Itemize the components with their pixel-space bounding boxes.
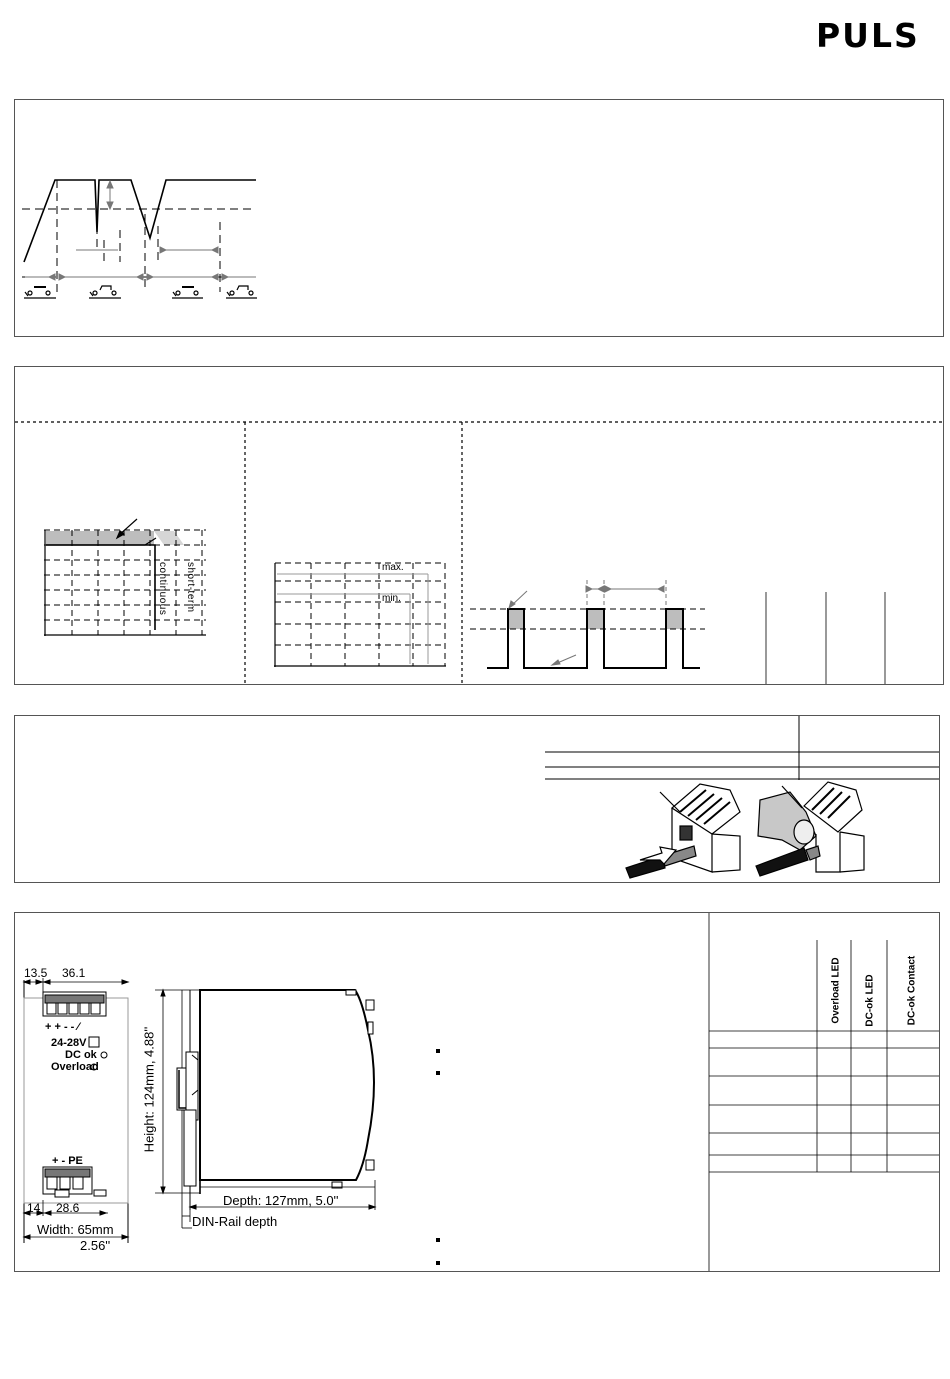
width-inch-label: 2.56'' bbox=[80, 1238, 111, 1253]
depth-label: Depth: 127mm, 5.0'' bbox=[223, 1193, 339, 1208]
height-label: Height: 124mm, 4.88'' bbox=[141, 1026, 157, 1153]
din-rail-label: DIN-Rail depth bbox=[192, 1214, 278, 1229]
terminal-top-label: + + - - ⁄ bbox=[45, 1021, 80, 1033]
overload-led-header: Overload LED bbox=[830, 957, 842, 1024]
max-label: max. bbox=[382, 562, 404, 573]
dim-top-left: 13.5 bbox=[24, 966, 48, 980]
bullet-2 bbox=[436, 1071, 440, 1075]
dim-top-right: 36.1 bbox=[62, 966, 86, 980]
bullet-3 bbox=[436, 1238, 440, 1242]
dim-bottom-left: 14 bbox=[27, 1201, 41, 1215]
terminal-bottom-label: + - PE bbox=[52, 1155, 83, 1167]
logo-text: PULS bbox=[816, 16, 920, 55]
dc-ok-contact-header: DC-ok Contact bbox=[906, 955, 918, 1026]
short-term-label: short-term bbox=[185, 562, 196, 613]
voltage-label: 24-28V bbox=[51, 1037, 87, 1049]
continuous-label: continuous bbox=[157, 562, 168, 616]
bullet-1 bbox=[436, 1049, 440, 1053]
dc-ok-label: DC ok bbox=[65, 1049, 97, 1061]
width-label: Width: 65mm bbox=[37, 1222, 114, 1237]
dc-ok-led-header: DC-ok LED bbox=[864, 974, 876, 1027]
bullet-4 bbox=[436, 1261, 440, 1265]
min-label: min. bbox=[382, 593, 401, 604]
dim-bottom-right: 28.6 bbox=[56, 1201, 80, 1215]
overload-label: Overload bbox=[51, 1061, 99, 1073]
